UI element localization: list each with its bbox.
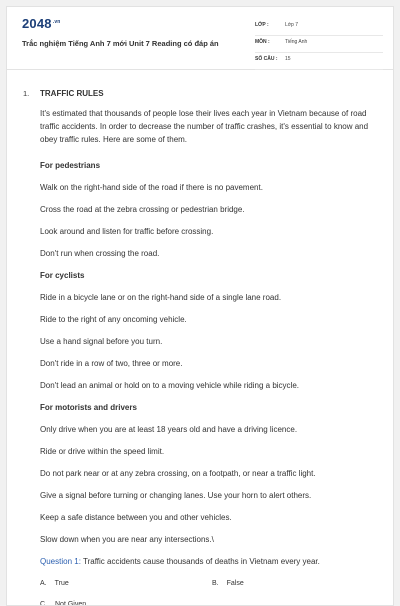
meta-label-class: LỚP : (255, 22, 269, 28)
question-text: Traffic accidents cause thousands of deaths in Vietnam every year. (83, 557, 320, 566)
logo-suffix: .vn (52, 18, 61, 25)
page-header (7, 7, 393, 70)
rule-line: Keep a safe distance between you and other vehicles. (40, 513, 232, 522)
rule-line: Ride to the right of any oncoming vehicle. (40, 315, 187, 324)
option-text: False (226, 580, 244, 587)
section-heading: For motorists and drivers (40, 403, 137, 412)
meta-row-class (255, 19, 383, 36)
meta-value-subject: Tiếng Anh (285, 39, 308, 45)
option-letter: B. (212, 580, 219, 587)
rule-line: Use a hand signal before you turn. (40, 337, 163, 346)
question-prompt (40, 557, 320, 566)
rule-line: Ride or drive within the speed limit. (40, 447, 165, 456)
rule-line: Look around and listen for traffic before crossing. (40, 227, 214, 236)
meta-label-question-count: SỐ CÂU : (255, 56, 278, 62)
site-logo[interactable] (22, 16, 61, 31)
document-title: Trắc nghiệm Tiếng Anh 7 mới Unit 7 Reading có đáp án (22, 39, 219, 48)
passage-number: 1. (23, 89, 30, 98)
meta-value-class: Lớp 7 (285, 22, 299, 28)
meta-value-question-count: 15 (285, 56, 291, 62)
answer-option-b[interactable] (212, 580, 244, 587)
answer-option-a[interactable] (40, 580, 69, 587)
section-heading: For pedestrians (40, 161, 101, 170)
logo-text: 2048 (22, 16, 52, 31)
meta-info (255, 19, 383, 70)
section-heading: For cyclists (40, 271, 85, 280)
rule-line: Ride in a bicycle lane or on the right-hand side of a single lane road. (40, 293, 282, 302)
option-letter: A. (40, 580, 47, 587)
worksheet-page (6, 6, 394, 606)
answer-option-c[interactable] (40, 601, 86, 606)
rule-line: Slow down when you are near any intersections.\ (40, 535, 214, 544)
rule-line: Only drive when you are at least 18 years old and have a driving licence. (40, 425, 298, 434)
option-text: Not Given (55, 601, 87, 606)
passage-intro: It's estimated that thousands of people lose their lives each year in Vietnam because of road traffic accidents. In order to decrease the number of traffic crashes, it's essential to know and obey traffic rules. Here are some of them. (40, 109, 369, 144)
meta-row-question-count (255, 53, 383, 70)
meta-row-subject (255, 36, 383, 53)
option-text: True (54, 580, 69, 587)
rule-line: Cross the road at the zebra crossing or pedestrian bridge. (40, 205, 245, 214)
meta-label-subject: MÔN : (255, 39, 270, 45)
passage-title: TRAFFIC RULES (40, 89, 104, 98)
rule-line: Don't ride in a row of two, three or more. (40, 359, 183, 368)
rule-line: Give a signal before turning or changing lanes. Use your horn to alert others. (40, 491, 312, 500)
rule-line: Don't run when crossing the road. (40, 249, 160, 258)
question-label: Question 1: (40, 557, 81, 566)
rule-line: Do not park near or at any zebra crossing, on a footpath, or near a traffic light. (40, 469, 316, 478)
rule-line: Walk on the right-hand side of the road if there is no pavement. (40, 183, 263, 192)
rule-line: Don't lead an animal or hold on to a moving vehicle while riding a bicycle. (40, 381, 300, 390)
option-letter: C. (40, 601, 47, 606)
